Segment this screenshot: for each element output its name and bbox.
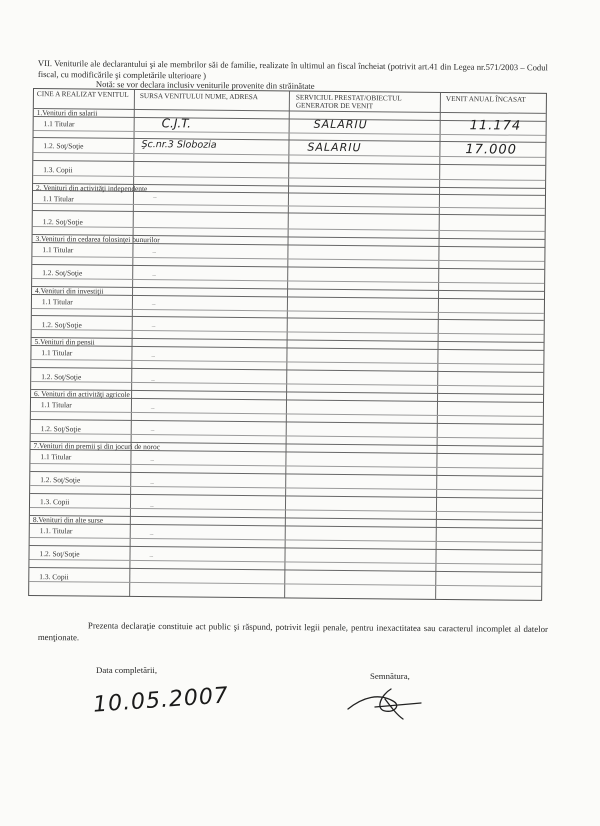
header-income: VENIT ANUAL ÎNCASAT — [445, 94, 526, 104]
titular-source: C.J.T. — [161, 116, 192, 131]
row-label-titular: 1.1 Titular — [43, 119, 75, 129]
section-agricultural: 6. Venituri din activităţi agricole — [34, 389, 130, 399]
row-label-spouse: 1.2. Soţ/Soţie — [39, 549, 80, 559]
row-label-spouse: 1.2. Soţ/Soţie — [41, 372, 82, 382]
row-label-children: 1.3. Copii — [39, 497, 70, 507]
row-label-titular: 1.1 Titular — [40, 452, 72, 462]
header-source: SURSA VENITULUI NUME, ADRESA — [139, 92, 259, 102]
date-value: 10.05.2007 — [92, 683, 230, 718]
row-label-titular: 1.1 Titular — [41, 348, 73, 358]
row-label-spouse: 1.2. Soţ/Soţie — [40, 424, 81, 434]
date-label: Data completării, — [96, 665, 158, 675]
row-label-spouse: 1.2. Soţ/Soţie — [41, 320, 82, 330]
foreign-income-note: Notă: se vor declara inclusiv veniturile provenite din străinătate — [95, 79, 315, 91]
section-salaries: 1.Venituri din salarii — [36, 108, 98, 118]
row-label-titular: 1.1 Titular — [40, 400, 72, 410]
row-label-spouse: 1.2. Soţ/Soţie — [40, 475, 81, 485]
row-label-titular: 1.1 Titular — [42, 194, 74, 204]
spouse-source: Şc.nr.3 Slobozia — [141, 139, 217, 151]
column-divider — [435, 93, 441, 599]
row-label-titular: 1.1 Titular — [42, 245, 74, 255]
titular-income: 11.174 — [469, 118, 522, 134]
row-label-spouse: 1.2. Soţ/Soţie — [42, 217, 83, 227]
section-property-use: 3.Venituri din cedarea folosinţei bunurilor — [35, 234, 160, 245]
row-label-spouse: 1.2. Soţ/Soţie — [42, 268, 83, 278]
column-divider — [129, 90, 135, 596]
legal-statement: Prezenta declaraţie constituie act public şi răspund, potrivit legii penale, pentru inexactitatea sau caracterul incomplet al datelor menţionate. — [37, 620, 548, 643]
signature-label: Semnătura, — [370, 671, 410, 681]
section-independent: 2. Venituri din activităţi independente — [36, 183, 148, 194]
spouse-service: SALARIU — [307, 140, 362, 155]
spouse-income: 17.000 — [465, 142, 517, 158]
column-divider — [284, 91, 290, 597]
row-label-spouse: 1.2. Soţ/Soţie — [43, 141, 84, 151]
section-pensions: 5.Venituri din pensii — [34, 337, 95, 347]
row-label-titular: 1.1. Titular — [39, 526, 73, 536]
row-label-titular: 1.1 Titular — [41, 297, 73, 307]
section-prizes: 7.Venituri din premii şi din jocuri de noroc — [33, 441, 161, 452]
row-label-children: 1.3. Copii — [43, 165, 73, 175]
section-heading: VII. Veniturile ale declarantului şi ale membrilor săi de familie, realizate în ultimul an fiscal încheiat (potrivit art.41 din Legea nr.571/2003 – Codul fiscal, cu modificările şi completările ulterioare ) — [37, 58, 548, 81]
header-service: SERVICIUL PRESTAT/OBIECTUL GENERATOR DE VENIT — [295, 93, 402, 111]
income-table: CINE A REALIZAT VENITUL SURSA VENITULUI NUME, ADRESA SERVICIUL PRESTAT/OBIECTUL GENERATOR DE VENIT VENIT ANUAL ÎNCASAT 1.Venituri din salarii 1.1 Titular 1.2. Soţ/Soţie 1.3. Copii C.J.T. SALARIU 11.174 Şc.nr.3 Slobozia SALARIU 17.000 2. Venituri din activităţi independente 1.1 Titular 1.2. Soţ/Soţie 3.Venituri din cedarea folosinţei bunurilor 1.1 Titular 1.2. Soţ/Soţie 4.Venituri din investiţii 1.1 Titular 1.2. Soţ/Soţie 5.Venituri din pensii 1.1 Titular 1.2. Soţ/Soţie 6. Venituri din activităţi agricole 1.1 Titular 1.2. Soţ/Soţie 7.Venituri din premii şi din jocuri de noroc 1.1 Titular 1.2. Soţ/Soţie 1.3. Copii 8.Venituri din alte surse 1.1. Titular 1.2. Soţ/Soţie 1.3. Copii – – – – – – – – – – – – – – — [28, 88, 547, 601]
section-other: 8.Venituri din alte surse — [32, 515, 104, 525]
header-who: CINE A REALIZAT VENITUL — [36, 90, 129, 99]
row-label-children: 1.3. Copii — [39, 572, 69, 582]
signature — [345, 683, 425, 723]
titular-service: SALARIU — [313, 117, 368, 132]
section-investments: 4.Venituri din investiţii — [35, 286, 104, 296]
